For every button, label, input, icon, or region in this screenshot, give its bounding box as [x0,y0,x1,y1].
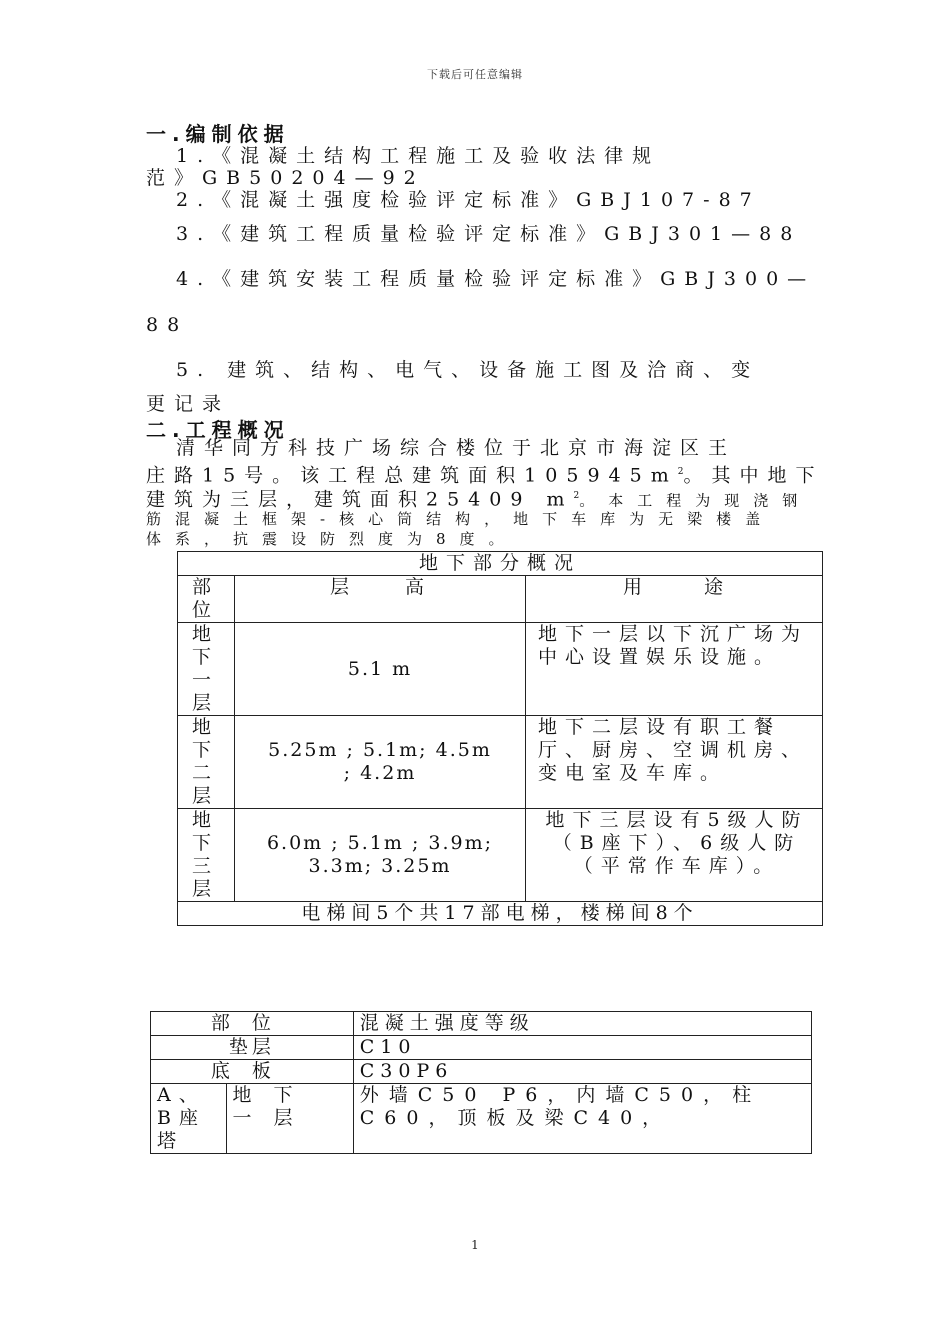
header-height: 层 高 [235,576,526,623]
table-row-use: 地下三层设有5级人防（B座下）、6级人防（平常作车库）。 [526,809,823,902]
table-row-part: 地下二层 [178,716,235,809]
basis-item-4-line1: 4.《建筑安装工程质量检验评定标准》GBJ300— [176,268,816,290]
underground-overview-table [177,551,823,926]
table-title: 地下部分概况 [178,552,823,576]
table-row-grade: C10 [353,1036,811,1060]
table-row-height: 5.1 m [235,623,526,716]
table-footer: 电梯间5个共17部电梯，楼梯间8个 [178,902,823,926]
page-header: 下载后可任意编辑 [427,68,523,81]
table-row-part: 地下一层 [178,623,235,716]
basis-item-2: 2.《混凝土强度检验评定标准》GBJ107-87 [176,189,761,211]
superscript-2: 2 [677,467,684,477]
basis-item-5-line2: 更记录 [146,393,231,415]
basis-item-5-line1: 5. 建筑、结构、电气、设备施工图及洽商、变 [176,359,760,381]
overview-line-1: 清华同方科技广场综合楼位于北京市海淀区王 [176,437,737,459]
basis-item-1-line2: 范》GB50204—92 [146,167,425,189]
overview-line-5: 体系，抗震设防烈度为8度。 [146,530,518,548]
table-row-use: 地下一层以下沉广场为中心设置娱乐设施。 [526,623,823,716]
basis-item-3: 3.《建筑工程质量检验评定标准》GBJ301—88 [176,223,802,245]
page-number: 1 [471,1238,479,1252]
overview-line-4: 筋混凝土框架-核心筒结构，地下车库为无梁楼盖 [146,510,775,528]
superscript-2: 2 [573,491,580,501]
table-row-height: 6.0m ; 5.1m ; 3.9m; 3.3m; 3.25m [235,809,526,902]
overview-line-3: 建筑为三层，建筑面积25409 $m^2$。本工程为现浇钢 [146,488,812,511]
section-heading-overview: 二.工程概况 [146,418,290,442]
table-row-part-a: A、B座塔 [151,1084,227,1154]
header-part: 部位 [151,1012,354,1036]
table-row-use: 地下二层设有职工餐厅、厨房、空调机房、变电室及车库。 [526,716,823,809]
header-part: 部位 [178,576,235,623]
header-use: 用 途 [526,576,823,623]
table-row-part-b: 地下一层 [226,1084,353,1154]
table-row-grade: 外墙C50 P6，内墙C50，柱C60，顶板及梁C40， [353,1084,811,1154]
concrete-grade-table [150,1011,812,1154]
overview-line-2: 庄路15号。该工程总建筑面积$105945m^2$。其中地下 [146,464,824,487]
section-heading-basis: 一.编制依据 [146,122,290,146]
table-row-part: 垫层 [151,1036,354,1060]
table-row-part: 地下三层 [178,809,235,902]
table-row-grade: C30P6 [353,1060,811,1084]
table-row-part: 底板 [151,1060,354,1084]
table-row-height: 5.25m ; 5.1m; 4.5m ; 4.2m [235,716,526,809]
header-grade: 混凝土强度等级 [353,1012,811,1036]
basis-item-1-line1: 1.《混凝土结构工程施工及验收法律规 [176,145,661,167]
basis-item-4-line2: 88 [146,314,189,336]
